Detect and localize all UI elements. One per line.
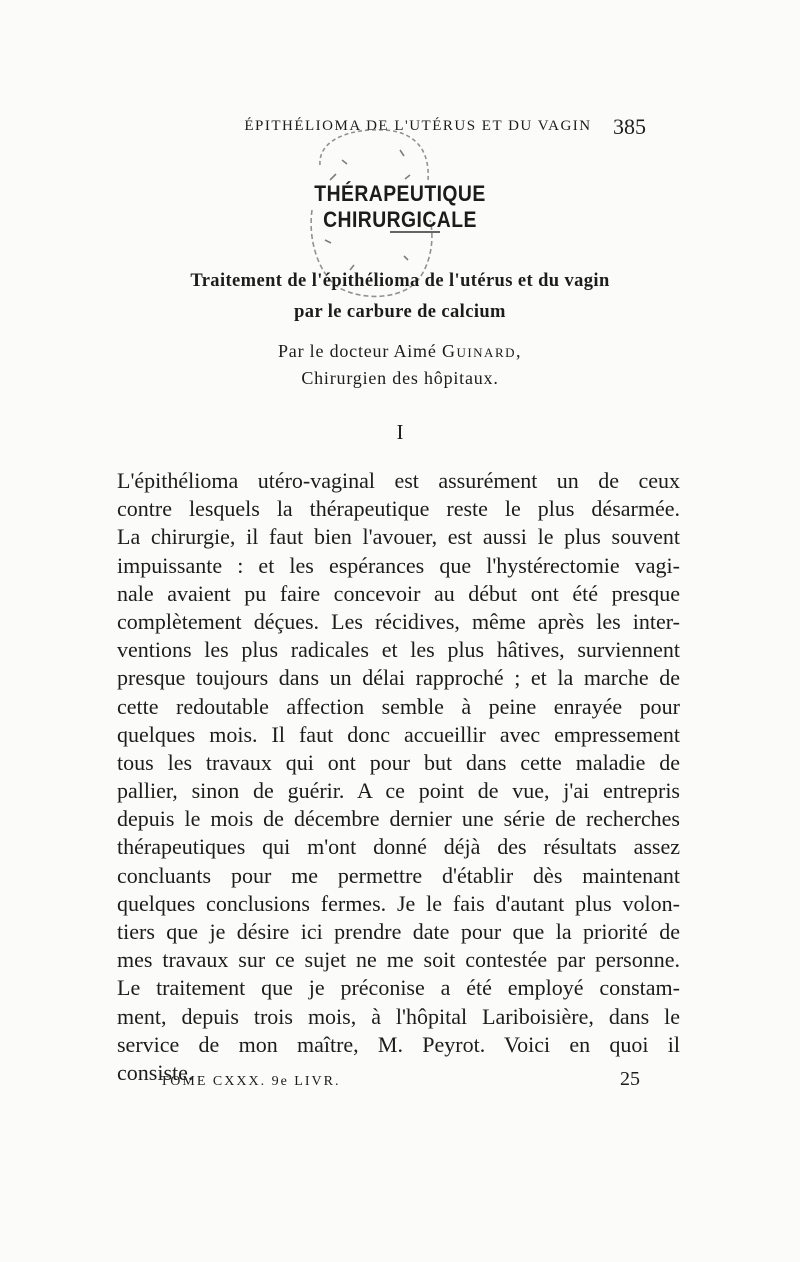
text-line: quelques mois. Il faut donc accueillir avec empressement bbox=[117, 721, 680, 747]
text-line: ment, depuis trois mois, à l'hôpital Lariboisière, dans le bbox=[117, 1003, 680, 1029]
section-title: THÉRAPEUTIQUE CHIRURGICALE bbox=[314, 181, 486, 232]
text-line: impuissante : et les espérances que l'hystérectomie vagi- bbox=[117, 552, 680, 578]
text-line: contre lesquels la thérapeutique reste le plus désarmée. bbox=[117, 496, 680, 522]
text-line: quelques conclusions fermes. Je le fais d'autant plus volon- bbox=[117, 890, 680, 916]
article-title bbox=[150, 266, 650, 328]
byline bbox=[200, 338, 600, 392]
author-affiliation: Chirurgien des hôpitaux. bbox=[301, 368, 499, 388]
running-head: ÉPITHÉLIOMA DE L'UTÉRUS ET DU VAGIN bbox=[244, 118, 592, 134]
text-line: nale avaient pu faire concevoir au début ont été presque bbox=[117, 580, 680, 606]
text-line: presque toujours dans un délai rapproché ; et la marche de bbox=[117, 665, 680, 691]
text-line: tiers que je désire ici prendre date pour que la priorité de bbox=[117, 919, 680, 944]
text-line: cette redoutable affection semble à peine enrayée pour bbox=[117, 693, 680, 719]
volume-signature: TOME CXXX. 9e LIVR. bbox=[160, 1074, 341, 1089]
text-line: consiste. bbox=[117, 1059, 194, 1085]
chapter-numeral: I bbox=[396, 420, 404, 444]
body-text bbox=[117, 467, 680, 1087]
text-line: concluants pour me permettre d'établir dès maintenant bbox=[117, 862, 680, 888]
text-line: mes travaux sur ce sujet ne me soit contestée par personne. bbox=[117, 947, 680, 973]
author-surname: Guinard, bbox=[441, 341, 523, 361]
text-line: service de mon maître, M. Peyrot. Voici en quoi il bbox=[117, 1031, 680, 1057]
article-title-line-2: par le carbure de calcium bbox=[294, 302, 506, 322]
text-line: thérapeutiques qui m'ont donné déjà des résultats assez bbox=[117, 834, 680, 860]
text-line: pallier, sinon de guérir. A ce point de vue, j'ai entrepris bbox=[117, 778, 680, 804]
text-line: L'épithélioma utéro-vaginal est assurément un de ceux bbox=[117, 468, 680, 493]
sheet-signature: 25 bbox=[620, 1068, 640, 1090]
text-line: complètement déçues. Les récidives, même après les inter- bbox=[117, 608, 680, 634]
author-line bbox=[200, 338, 600, 365]
text-line: La chirurgie, il faut bien l'avouer, est aussi le plus souvent bbox=[117, 524, 680, 550]
text-line: ventions les plus radicales et les plus hâtives, surviennent bbox=[117, 637, 680, 663]
byline-prefix: Par le docteur Aimé bbox=[277, 341, 442, 361]
article-title-line-1: Traitement de l'épithélioma de l'utérus et du vagin bbox=[190, 271, 610, 291]
text-line: tous les travaux qui ont pour but dans cette maladie de bbox=[117, 749, 680, 775]
page-number: 385 bbox=[613, 114, 646, 139]
text-line: Le traitement que je préconise a été employé constam- bbox=[117, 975, 680, 1001]
text-line: depuis le mois de décembre dernier une série de recherches bbox=[117, 806, 680, 832]
